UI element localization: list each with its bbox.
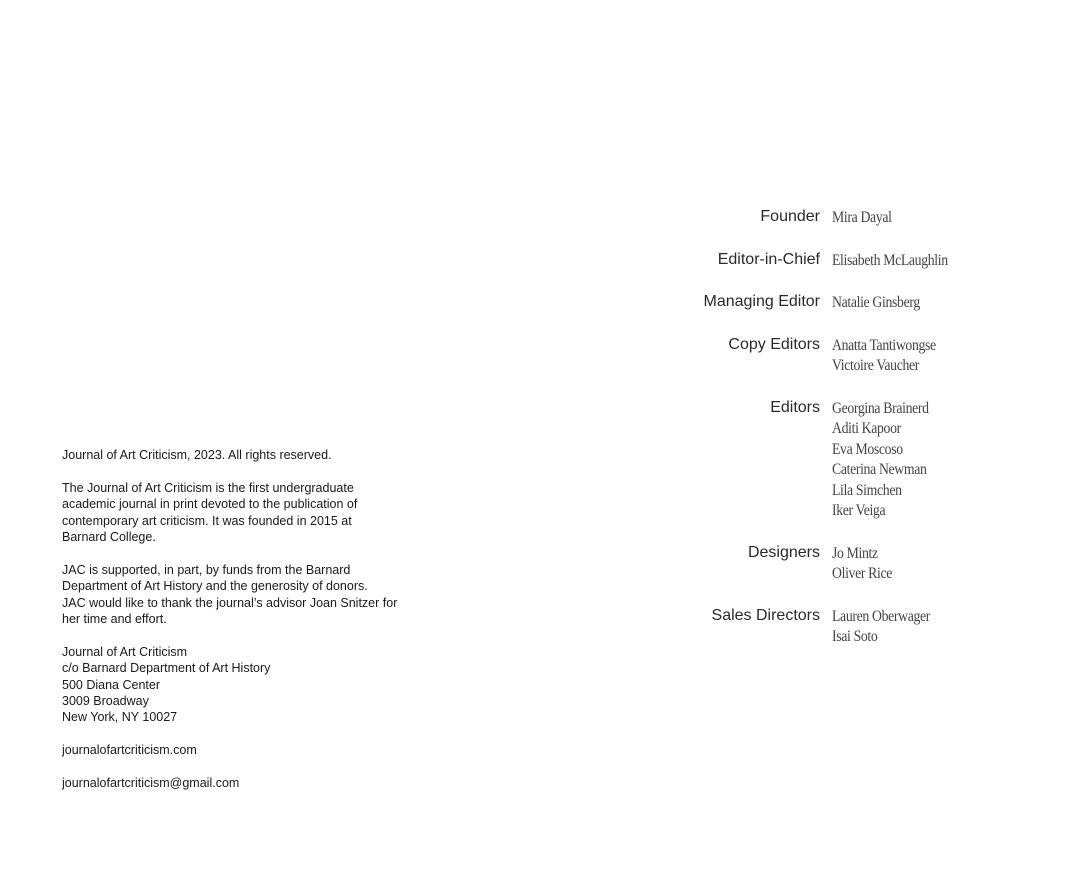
role-label: Founder (760, 208, 820, 225)
staff-name: Elisabeth McLaughlin (832, 251, 948, 269)
names-list (832, 291, 934, 314)
staff-name: Caterina Newman (832, 461, 927, 478)
staff-name: Lauren Oberwager (832, 607, 931, 625)
staff-name: Anatta Tantiwongse (832, 336, 936, 354)
names-list (832, 206, 901, 229)
names-list (832, 542, 902, 585)
role-label: Editors (770, 398, 820, 416)
role-label: Designers (747, 543, 820, 561)
staff-name: Oliver Rice (832, 565, 893, 582)
copyright-text: Journal of Art Criticism, 2023. All rights reserved. (62, 448, 332, 462)
role-label: Copy Editors (728, 335, 820, 353)
staff-name: Mira Dayal (832, 209, 892, 226)
email-link[interactable]: journalofartcriticism@gmail.com (62, 776, 240, 791)
role-label: Managing Editor (703, 293, 820, 310)
masthead-row-founder (640, 206, 1060, 229)
staff-name: Iker Veiga (832, 502, 886, 519)
masthead-row-copy-editors (640, 334, 1060, 377)
names-list (832, 334, 953, 377)
staff-name: Eva Moscoso (832, 440, 903, 458)
masthead-row-editor-in-chief (640, 249, 1060, 272)
colophon (62, 447, 442, 808)
role-label: Sales Directors (711, 606, 820, 624)
masthead-row-editors (640, 397, 1060, 522)
names-list (832, 605, 946, 648)
masthead-row-sales-directors (640, 605, 1060, 648)
support-text: JAC is supported, in part, by funds from the Barnard Department of Art History and the generosity of donors. JAC would like to thank the journal’s advisor Joan Snitzer for her time and effort. (62, 562, 398, 627)
staff-name: Isai Soto (832, 628, 878, 645)
staff-name: Aditi Kapoor (832, 420, 901, 437)
staff-name: Georgina Brainerd (832, 399, 929, 417)
names-list (832, 249, 967, 272)
staff-name: Jo Mintz (832, 544, 878, 562)
masthead-row-designers (640, 542, 1060, 585)
masthead-row-managing-editor (640, 291, 1060, 314)
mailing-address: Journal of Art Criticism c/o Barnard Department of Art History 500 Diana Center 3009 Broadway New York, NY 10027 (62, 644, 271, 725)
staff-name: Victoire Vaucher (832, 357, 920, 374)
staff-name: Natalie Ginsberg (832, 294, 920, 311)
masthead (640, 206, 1060, 668)
role-label: Editor-in-Chief (717, 250, 820, 268)
staff-name: Lila Simchen (832, 481, 902, 499)
website-link[interactable]: journalofartcriticism.com (62, 743, 197, 758)
names-list (832, 397, 944, 522)
about-text: The Journal of Art Criticism is the first undergraduate academic journal in print devoted to the publication of contemporary art criticism. It was founded in 2015 at Barnard College. (62, 480, 358, 545)
